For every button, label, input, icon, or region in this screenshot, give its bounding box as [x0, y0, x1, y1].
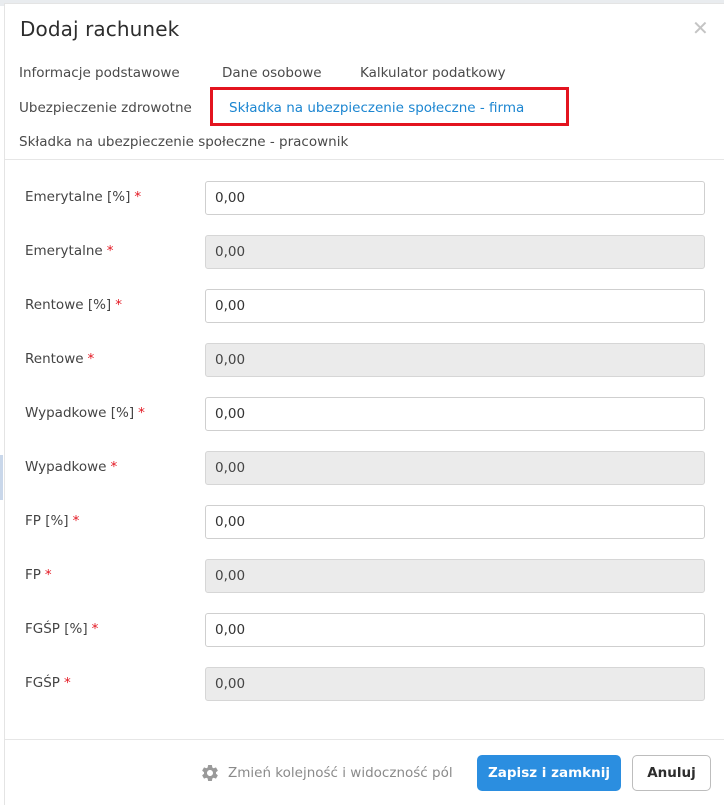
- field-label-disability-percent: Rentowe [%] *: [25, 297, 122, 313]
- tab-social-insurance-employee[interactable]: Składka na ubezpieczenie społeczne - pracownik: [19, 134, 349, 150]
- tab-personal-data[interactable]: Dane osobowe: [222, 65, 322, 81]
- background-page-edge: [0, 455, 3, 500]
- tab-tax-calculator[interactable]: Kalkulator podatkowy: [360, 65, 506, 81]
- active-tab-highlight: [210, 87, 569, 126]
- fp-amount-field: [205, 559, 705, 593]
- field-label-fgsp: FGŚP *: [25, 675, 71, 691]
- modal-title: Dodaj rachunek: [20, 17, 180, 41]
- fp-percent-input[interactable]: [205, 505, 705, 539]
- pension-percent-input[interactable]: [205, 181, 705, 215]
- accident-percent-input[interactable]: [205, 397, 705, 431]
- disability-amount-field: [205, 343, 705, 377]
- tabs-divider: [5, 159, 724, 160]
- field-label-fp-percent: FP [%] *: [25, 513, 80, 529]
- footer-divider: [5, 739, 724, 740]
- field-label-pension: Emerytalne *: [25, 243, 114, 259]
- close-icon[interactable]: ✕: [692, 16, 709, 40]
- reorder-fields-link[interactable]: [200, 763, 453, 783]
- field-label-disability: Rentowe *: [25, 351, 95, 367]
- tab-basic-info[interactable]: Informacje podstawowe: [19, 65, 180, 81]
- tab-social-insurance-company[interactable]: Składka na ubezpieczenie społeczne - firma: [229, 100, 525, 116]
- fgsp-amount-field: [205, 667, 705, 701]
- field-label-accident: Wypadkowe *: [25, 459, 118, 475]
- cancel-button[interactable]: Anuluj: [632, 755, 711, 791]
- pension-amount-field: [205, 235, 705, 269]
- field-label-pension-percent: Emerytalne [%] *: [25, 189, 142, 205]
- field-label-fp: FP *: [25, 567, 52, 583]
- accident-amount-field: [205, 451, 705, 485]
- gear-icon: [200, 763, 220, 783]
- field-label-fgsp-percent: FGŚP [%] *: [25, 621, 99, 637]
- disability-percent-input[interactable]: [205, 289, 705, 323]
- tab-health-insurance[interactable]: Ubezpieczenie zdrowotne: [19, 100, 192, 116]
- add-bill-modal: [4, 3, 724, 805]
- save-and-close-button[interactable]: Zapisz i zamknij: [477, 755, 621, 791]
- reorder-fields-label: Zmień kolejność i widoczność pól: [228, 765, 453, 781]
- fgsp-percent-input[interactable]: [205, 613, 705, 647]
- field-label-accident-percent: Wypadkowe [%] *: [25, 405, 145, 421]
